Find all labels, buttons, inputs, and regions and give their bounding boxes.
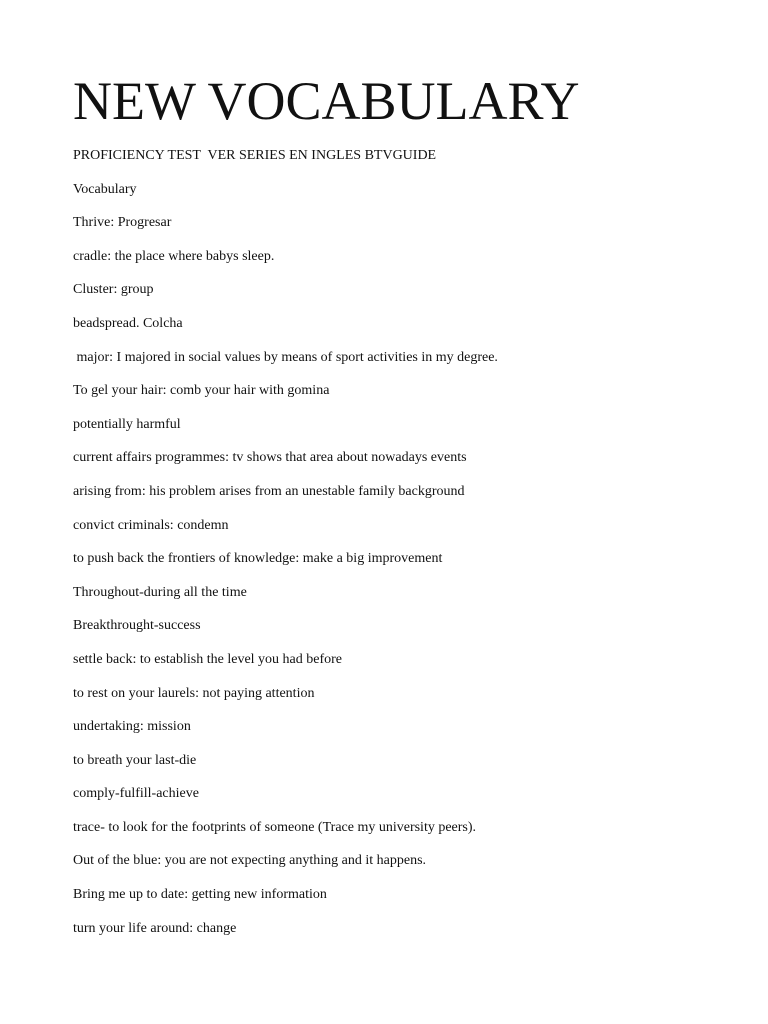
document-title: NEW VOCABULARY [73, 71, 580, 131]
vocabulary-line: Vocabulary [73, 181, 137, 197]
vocabulary-list [73, 146, 498, 952]
vocabulary-line: to rest on your laurels: not paying attention [73, 685, 315, 701]
vocabulary-line: trace- to look for the footprints of someone (Trace my university peers). [73, 819, 477, 835]
vocabulary-line: major: I majored in social values by means of sport activities in my degree. [73, 349, 498, 365]
vocabulary-line: convict criminals: condemn [73, 517, 229, 533]
vocabulary-line: beadspread. Colcha [73, 315, 183, 331]
vocabulary-line: arising from: his problem arises from an unestable family background [73, 483, 465, 499]
vocabulary-line: to push back the frontiers of knowledge: make a big improvement [73, 551, 443, 567]
vocabulary-line: undertaking: mission [73, 719, 191, 735]
vocabulary-line: potentially harmful [73, 416, 181, 432]
vocabulary-line: comply-fulfill-achieve [73, 786, 199, 802]
vocabulary-line: to breath your last-die [73, 752, 197, 768]
vocabulary-line: Bring me up to date: getting new information [73, 887, 327, 903]
vocabulary-line: To gel your hair: comb your hair with gomina [73, 383, 330, 399]
vocabulary-line: Cluster: group [73, 282, 154, 298]
vocabulary-line: cradle: the place where babys sleep. [73, 248, 275, 264]
vocabulary-line: settle back: to establish the level you had before [73, 651, 343, 667]
vocabulary-line: Throughout-during all the time [73, 584, 247, 600]
vocabulary-line: Breakthrought-success [73, 618, 201, 634]
vocabulary-line: current affairs programmes: tv shows that area about nowadays events [73, 450, 467, 466]
vocabulary-line: turn your life around: change [73, 920, 237, 936]
vocabulary-line: Out of the blue: you are not expecting anything and it happens. [73, 853, 427, 869]
vocabulary-line: PROFICIENCY TEST VER SERIES EN INGLES BTVGUIDE [73, 148, 437, 163]
vocabulary-line: Thrive: Progresar [73, 215, 172, 231]
